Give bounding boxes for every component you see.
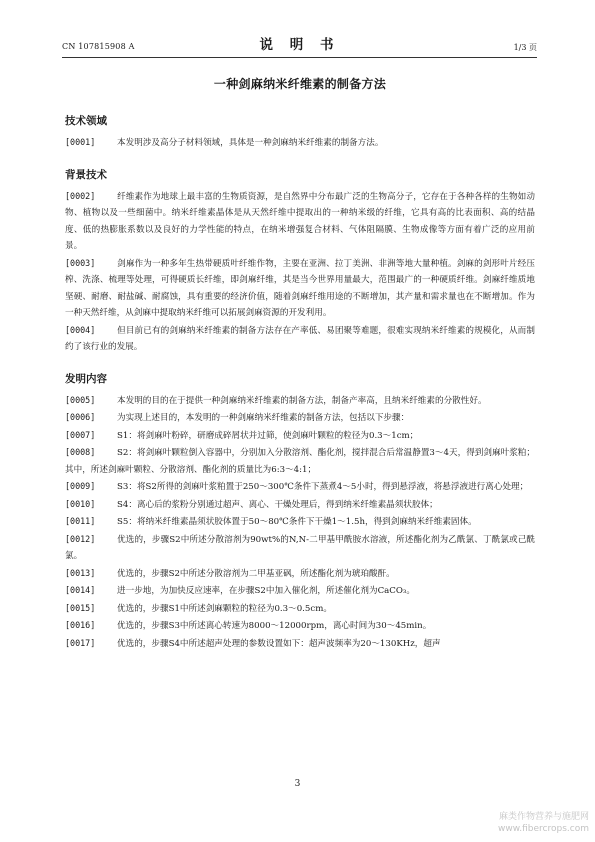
paragraph-number: [0013] <box>65 567 96 578</box>
publication-number: CN 107815908 A <box>62 42 135 51</box>
paragraph-text: 优选的，步骤S1中所述剑麻颗粒的粒径为0.3～0.5cm。 <box>117 603 332 614</box>
paragraph-number: [0009] <box>65 481 96 491</box>
paragraph-0007 <box>65 427 535 445</box>
paragraph-number: [0011] <box>65 516 96 526</box>
section-heading: 技术领域 <box>65 115 107 127</box>
site-watermark <box>498 811 589 835</box>
paragraph-text: S3：将S2所得的剑麻叶浆粕置于250～300℃条件下蒸煮4～5小时，得到悬浮液，将悬浮液进行离心处理； <box>117 482 529 492</box>
paragraph-text: 剑麻作为一种多年生热带硬质叶纤维作物，主要在亚洲、拉丁美洲、非洲等地大量种植。剑麻的剑形叶片经压榨、洗涤、梳理等处理，可得硬质长纤维，即剑麻纤维，其是当今世界用量最大，范围最广的一种硬质纤维。剑麻纤维质地坚硬、耐磨、耐盐碱、耐腐蚀，具有重要的经济价值，随着剑麻纤维用途的不断增加，其产量和需求量也在不断增加。作为一种天然纤维，从剑麻中提取纳米纤维可以拓展剑麻资源的开发利用。 <box>65 258 535 318</box>
paragraph-0009 <box>65 478 535 496</box>
paragraph-number: [0002] <box>65 190 96 201</box>
paragraph-0010 <box>65 496 535 514</box>
section-heading: 背景技术 <box>65 168 107 181</box>
paragraph-text: 优选的，步骤S3中所述离心转速为8000～12000rpm，离心时间为30～45min。 <box>117 621 432 631</box>
paragraph-0014 <box>65 582 535 600</box>
paragraph-text: S2：将剑麻叶颗粒倒入容器中，分别加入分散溶剂、酯化剂，搅拌混合后常温静置3～4天，得到剑麻叶浆粕；其中，所述剑麻叶颗粒、分散溶剂、酯化剂的质量比为6:3～4:1； <box>65 448 535 475</box>
paragraph-0012 <box>65 531 535 565</box>
paragraph-text: 但目前已有的剑麻纳米纤维素的制备方法存在产率低、易团聚等难题，很难实现纳米纤维素的规模化，从而制约了该行业的发展。 <box>65 325 535 352</box>
section-technical-field <box>65 113 535 152</box>
paragraph-number: [0017] <box>65 637 96 648</box>
paragraph-text: S5：将纳米纤维素晶须状胶体置于50～80℃条件下干燥1～1.5h，得到剑麻纳米纤维素固体。 <box>117 517 477 527</box>
paragraph-0004 <box>65 322 535 356</box>
paragraph-text: 优选的，步骤S2中所述分散溶剂为90wt%的N,N-二甲基甲酰胺水溶液，所述酯化剂为乙酰氯、丁酰氯或己酰氯。 <box>65 534 535 561</box>
paragraph-text: 本发明的目的在于提供一种剑麻纳米纤维素的制备方法，制备产率高，且纳米纤维素的分散性好。 <box>117 395 487 406</box>
paragraph-0016 <box>65 617 535 635</box>
page-number: 3 <box>294 779 301 789</box>
page-indicator: 1/3 页 <box>513 43 537 52</box>
paragraph-text: 为实现上述目的，本发明的一种剑麻纳米纤维素的制备方法，包括以下步骤： <box>117 413 410 423</box>
paragraph-text: 优选的，步骤S2中所述分散溶剂为二甲基亚砜，所述酯化剂为琥珀酸酐。 <box>117 568 395 579</box>
paragraph-number: [0012] <box>65 533 96 544</box>
paragraph-0005 <box>65 392 535 410</box>
paragraph-0011 <box>65 513 535 531</box>
paragraph-text: 本发明涉及高分子材料领域，具体是一种剑麻纳米纤维素的制备方法。 <box>117 138 384 148</box>
paragraph-0006 <box>65 409 535 427</box>
paragraph-number: [0014] <box>65 585 96 595</box>
paragraph-text: 进一步地，为加快反应速率，在步骤S2中加入催化剂，所述催化剂为CaCO₃。 <box>117 586 415 596</box>
watermark-site-name: 麻类作物营养与施肥网 <box>498 812 589 822</box>
paragraph-number: [0003] <box>65 257 96 268</box>
paragraph-0003 <box>65 255 535 322</box>
section-heading: 发明内容 <box>65 372 107 385</box>
page-header <box>62 33 537 58</box>
paragraph-number: [0005] <box>65 394 96 405</box>
paragraph-number: [0015] <box>65 602 96 613</box>
paragraph-number: [0007] <box>65 429 96 440</box>
document-body <box>65 75 535 652</box>
paragraph-0013 <box>65 565 535 583</box>
paragraph-number: [0016] <box>65 620 96 630</box>
paragraph-number: [0008] <box>65 447 96 457</box>
document-type-title: 说 明 书 <box>259 37 340 53</box>
paragraph-text: 优选的，步骤S4中所述超声处理的参数设置如下：超声波频率为20～130KHz，超声 <box>117 638 441 649</box>
paragraph-0001 <box>65 134 535 152</box>
paragraph-number: [0010] <box>65 498 96 509</box>
paragraph-text: S4：离心后的浆粉分别通过超声、离心、干燥处理后，得到纳米纤维素晶须状胶体； <box>117 499 438 510</box>
paragraph-number: [0001] <box>65 137 96 147</box>
paragraph-number: [0004] <box>65 324 96 335</box>
paragraph-0017 <box>65 635 535 653</box>
paragraph-number: [0006] <box>65 412 96 422</box>
watermark-url: www.fibercrops.com <box>498 824 589 834</box>
paragraph-text: S1：将剑麻叶粉碎，研磨成碎屑状并过筛，使剑麻叶颗粒的粒径为0.3～1cm； <box>117 430 419 441</box>
paragraph-0015 <box>65 600 535 618</box>
paragraph-0002 <box>65 188 535 255</box>
section-background <box>65 167 535 356</box>
document-title: 一种剑麻纳米纤维素的制备方法 <box>213 77 387 91</box>
section-invention-content <box>65 371 535 653</box>
paragraph-text: 纤维素作为地球上最丰富的生物质资源，是自然界中分布最广泛的生物高分子，它存在于各种各样的生物如动物、植物以及一些细菌中。纳米纤维素晶体是从天然纤维中提取出的一种纳米级的纤维，它具有高的比表面积、高的结晶度、低的热膨胀系数以及良好的力学性能的特点，在纳米增强复合材料、气体阻隔膜、生物成像等方面有着广泛的应用前景。 <box>65 191 535 251</box>
paragraph-0008 <box>65 444 535 478</box>
